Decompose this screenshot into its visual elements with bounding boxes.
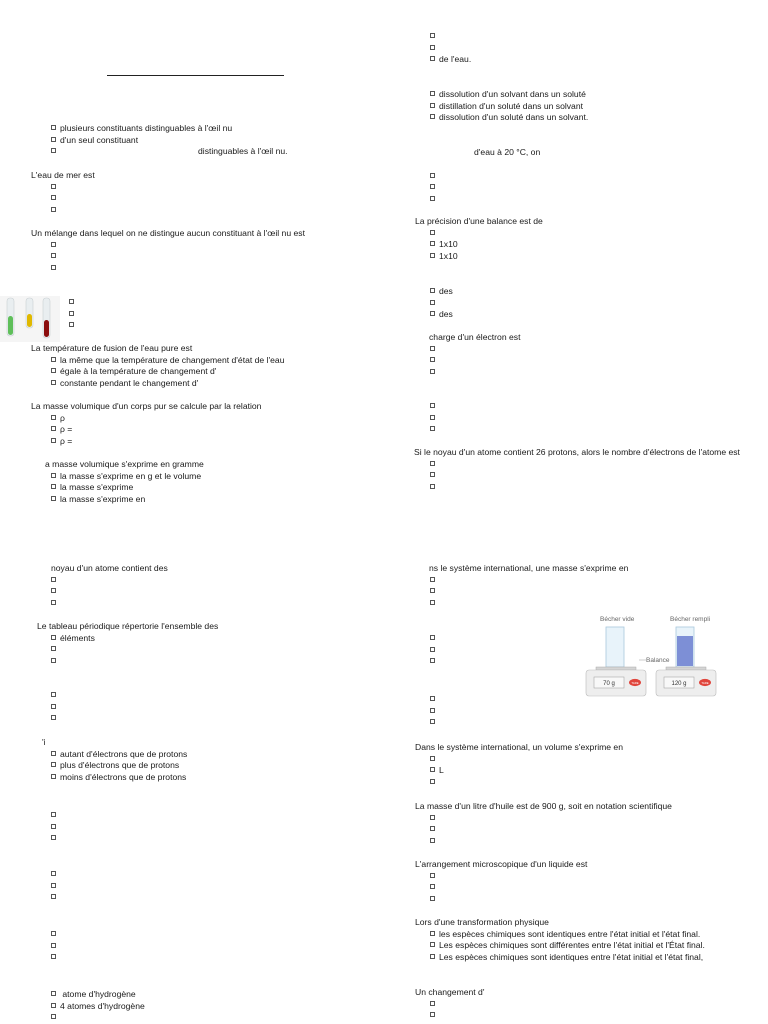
option[interactable] <box>384 171 764 183</box>
option[interactable] <box>384 706 764 718</box>
question-r16 <box>384 987 764 1022</box>
option[interactable] <box>384 598 764 610</box>
empty-beaker <box>606 627 624 667</box>
option[interactable] <box>0 320 380 332</box>
checkbox[interactable] <box>430 767 435 772</box>
checkbox[interactable] <box>51 242 56 247</box>
option[interactable]: les espèces chimiques sont identiques entre l'état initial et l'état final. <box>384 929 764 941</box>
checkbox[interactable] <box>430 942 435 947</box>
checkbox[interactable] <box>51 812 56 817</box>
checkbox[interactable] <box>51 824 56 829</box>
question-text: Si le noyau d'un atome contient 26 protons, alors le nombre d'électrons de l'atome est <box>414 447 740 457</box>
reading-empty: 70 g <box>603 681 615 687</box>
checkbox[interactable] <box>430 230 435 235</box>
checkbox[interactable] <box>69 299 74 304</box>
checkbox[interactable] <box>51 774 56 779</box>
label-empty-beaker: Bécher vide <box>600 616 635 623</box>
option[interactable] <box>0 575 380 587</box>
option[interactable] <box>0 822 380 834</box>
checkbox[interactable] <box>430 241 435 246</box>
option[interactable]: Les espèces chimiques sont identiques entre l'état initial et l'état final, <box>384 952 764 964</box>
question-4 <box>0 297 380 332</box>
option[interactable] <box>0 929 380 941</box>
option[interactable]: 1x10 <box>384 251 764 263</box>
checkbox[interactable] <box>69 322 74 327</box>
question-r3 <box>384 147 764 205</box>
question-r12 <box>384 742 764 788</box>
checkbox[interactable] <box>430 357 435 362</box>
checkbox[interactable] <box>51 954 56 959</box>
option[interactable] <box>384 470 754 482</box>
option[interactable] <box>384 894 764 906</box>
option[interactable] <box>0 586 380 598</box>
option[interactable]: d'un seul constituant <box>0 135 380 147</box>
option[interactable]: dissolution d'un solvant dans un soluté <box>384 89 764 101</box>
question-text: ns le système international, une masse s'exprime en <box>429 563 629 573</box>
question-text: charge d'un électron est <box>429 332 521 342</box>
option[interactable]: égale à la température de changement d' <box>0 366 380 378</box>
checkbox[interactable] <box>430 779 435 784</box>
option[interactable] <box>0 193 380 205</box>
question-r13 <box>384 801 764 847</box>
question-r8 <box>384 447 754 493</box>
question-r6 <box>384 332 764 378</box>
option[interactable] <box>0 251 380 263</box>
question-6 <box>0 401 380 447</box>
question-text: Un mélange dans lequel on ne distingue aucun constituant à l'œil nu est <box>31 228 305 238</box>
question-r7 <box>384 401 764 436</box>
option[interactable]: atome d'hydrogène <box>0 989 380 1001</box>
checkbox[interactable] <box>430 173 435 178</box>
checkbox[interactable] <box>51 762 56 767</box>
question-text: Lors d'une transformation physique <box>415 917 549 927</box>
checkbox[interactable] <box>51 635 56 640</box>
option[interactable] <box>0 240 380 252</box>
option[interactable] <box>0 941 380 953</box>
checkbox[interactable] <box>430 658 435 663</box>
checkbox[interactable] <box>51 137 56 142</box>
option[interactable] <box>0 598 380 610</box>
question-3 <box>0 228 380 274</box>
option[interactable]: la même que la température de changement d'état de l'eau <box>0 355 380 367</box>
checkbox[interactable] <box>430 708 435 713</box>
checkbox[interactable] <box>51 265 56 270</box>
svg-text:TARE: TARE <box>701 681 709 685</box>
checkbox[interactable] <box>51 588 56 593</box>
checkbox[interactable] <box>430 826 435 831</box>
question-text: d'eau à 20 °C, on <box>474 147 541 157</box>
checkbox[interactable] <box>430 461 435 466</box>
option[interactable]: ρ = <box>0 424 380 436</box>
option[interactable]: distillation d'un soluté dans un solvant <box>384 101 764 113</box>
checkbox[interactable] <box>51 368 56 373</box>
option[interactable] <box>384 424 764 436</box>
option[interactable] <box>384 836 764 848</box>
option[interactable] <box>0 263 380 275</box>
question-7 <box>0 459 380 505</box>
option[interactable] <box>384 344 764 356</box>
checkbox[interactable] <box>51 577 56 582</box>
checkbox[interactable] <box>51 253 56 258</box>
option[interactable] <box>384 575 764 587</box>
checkbox[interactable] <box>430 415 435 420</box>
checkbox[interactable] <box>69 311 74 316</box>
option[interactable]: la masse s'exprime en g et le volume <box>0 471 380 483</box>
option[interactable] <box>384 298 764 310</box>
checkbox[interactable] <box>51 484 56 489</box>
beaker-liquid <box>677 636 693 666</box>
reading-full: 120 g <box>671 681 687 687</box>
option[interactable] <box>384 824 764 836</box>
checkbox[interactable] <box>51 835 56 840</box>
option[interactable] <box>384 367 764 379</box>
checkbox[interactable] <box>430 484 435 489</box>
option[interactable] <box>384 228 764 240</box>
option[interactable]: Les espèces chimiques sont différentes entre l'état initial et l'État final. <box>384 940 764 952</box>
option[interactable]: la masse s'exprime en <box>0 494 380 506</box>
checkbox[interactable] <box>430 114 435 119</box>
checkbox[interactable] <box>430 403 435 408</box>
checkbox[interactable] <box>51 148 56 153</box>
option[interactable] <box>384 31 764 43</box>
checkbox[interactable] <box>430 1001 435 1006</box>
option[interactable] <box>384 999 764 1011</box>
checkbox[interactable] <box>430 647 435 652</box>
checkbox[interactable] <box>51 600 56 605</box>
question-r14 <box>384 859 764 905</box>
question-r9 <box>384 563 764 609</box>
checkbox[interactable] <box>430 756 435 761</box>
option[interactable]: 1x10 <box>384 239 764 251</box>
question-text: La masse d'un litre d'huile est de 900 g, soit en notation scientifique <box>415 801 672 811</box>
checkbox[interactable] <box>430 931 435 936</box>
option[interactable]: constante pendant le changement d' <box>0 378 380 390</box>
checkbox[interactable] <box>430 577 435 582</box>
option[interactable] <box>384 482 754 494</box>
checkbox[interactable] <box>51 883 56 888</box>
question-8 <box>0 563 380 609</box>
option[interactable] <box>0 713 380 725</box>
option[interactable] <box>0 690 380 702</box>
option[interactable] <box>0 892 380 904</box>
option[interactable]: autant d'électrons que de protons <box>0 749 380 761</box>
question-text: La masse volumique d'un corps pur se calcule par la relation <box>31 401 262 411</box>
question-5 <box>0 343 380 389</box>
option[interactable]: des <box>384 286 764 298</box>
question-text: La température de fusion de l'eau pure est <box>31 343 193 353</box>
option[interactable]: 4 atomes d'hydrogène <box>0 1001 380 1013</box>
checkbox[interactable] <box>430 346 435 351</box>
right-column <box>384 0 768 1024</box>
checkbox[interactable] <box>51 943 56 948</box>
label-balance: Balance <box>646 657 670 664</box>
checkbox[interactable] <box>430 1012 435 1017</box>
svg-text:TARE: TARE <box>631 681 639 685</box>
label-full-beaker: Bécher rempli <box>670 616 711 623</box>
option[interactable]: la masse s'exprime <box>0 482 380 494</box>
question-r5 <box>384 286 764 321</box>
option[interactable] <box>384 43 764 55</box>
checkbox[interactable] <box>51 931 56 936</box>
checkbox[interactable] <box>430 56 435 61</box>
option[interactable]: moins d'électrons que de protons <box>0 772 380 784</box>
checkbox[interactable] <box>430 288 435 293</box>
checkbox[interactable] <box>430 896 435 901</box>
question-11 <box>0 737 380 783</box>
checkbox[interactable] <box>51 658 56 663</box>
option[interactable] <box>384 413 764 425</box>
option[interactable]: de l'eau. <box>384 54 764 66</box>
option[interactable]: ρ <box>0 413 380 425</box>
checkbox[interactable] <box>430 954 435 959</box>
question-r4 <box>384 216 764 262</box>
checkbox[interactable] <box>430 196 435 201</box>
checkbox[interactable] <box>430 33 435 38</box>
question-text: La précision d'une balance est de <box>415 216 543 226</box>
option[interactable] <box>384 717 764 729</box>
checkbox[interactable] <box>430 311 435 316</box>
question-text: Le tableau périodique répertorie l'ensemble des <box>37 621 219 631</box>
checkbox[interactable] <box>430 815 435 820</box>
option[interactable] <box>0 656 380 668</box>
option[interactable] <box>0 644 380 656</box>
question-13 <box>0 869 380 904</box>
checkbox[interactable] <box>51 380 56 385</box>
option[interactable] <box>0 952 380 964</box>
checkbox[interactable] <box>51 125 56 130</box>
option[interactable] <box>0 182 380 194</box>
checkbox[interactable] <box>430 696 435 701</box>
question-text: Dans le système international, un volume s'exprime en <box>415 742 623 752</box>
question-text: noyau d'un atome contient des <box>51 563 168 573</box>
question-text: L'eau de mer est <box>31 170 95 180</box>
option[interactable]: ρ = <box>0 436 380 448</box>
checkbox[interactable] <box>430 884 435 889</box>
question-15 <box>0 989 380 1024</box>
checkbox[interactable] <box>51 1014 56 1019</box>
option[interactable] <box>384 586 764 598</box>
checkbox[interactable] <box>51 496 56 501</box>
checkbox[interactable] <box>430 369 435 374</box>
checkbox[interactable] <box>51 646 56 651</box>
checkbox[interactable] <box>51 207 56 212</box>
checkbox[interactable] <box>51 751 56 756</box>
question-r1 <box>384 31 764 66</box>
question-text: L'arrangement microscopique d'un liquide est <box>415 859 588 869</box>
checkbox[interactable] <box>430 588 435 593</box>
checkbox[interactable] <box>51 894 56 899</box>
option[interactable]: plusieurs constituants distinguables à l'œil nu <box>0 123 380 135</box>
checkbox[interactable] <box>51 692 56 697</box>
option[interactable] <box>384 871 764 883</box>
option[interactable] <box>0 881 380 893</box>
option[interactable]: dissolution d'un soluté dans un solvant. <box>384 112 764 124</box>
question-text: a masse volumique s'exprime en gramme <box>45 459 204 469</box>
option[interactable] <box>384 459 754 471</box>
option[interactable] <box>0 297 380 309</box>
checkbox[interactable] <box>430 472 435 477</box>
checkbox[interactable] <box>430 719 435 724</box>
checkbox[interactable] <box>51 195 56 200</box>
checkbox[interactable] <box>430 873 435 878</box>
question-9 <box>0 621 380 667</box>
option[interactable] <box>0 810 380 822</box>
question-12 <box>0 810 380 845</box>
option[interactable] <box>0 702 380 714</box>
checkbox[interactable] <box>51 704 56 709</box>
checkbox[interactable] <box>51 357 56 362</box>
question-2 <box>0 170 380 216</box>
checkbox[interactable] <box>51 184 56 189</box>
checkbox[interactable] <box>430 184 435 189</box>
option[interactable] <box>0 205 380 217</box>
option[interactable] <box>0 869 380 881</box>
checkbox[interactable] <box>430 103 435 108</box>
checkbox[interactable] <box>51 1003 56 1008</box>
checkbox[interactable] <box>51 871 56 876</box>
checkbox[interactable] <box>51 415 56 420</box>
option[interactable] <box>0 309 380 321</box>
question-text: Un changement d' <box>415 987 485 997</box>
balance-beakers-image <box>584 610 734 702</box>
checkbox[interactable] <box>430 300 435 305</box>
question-r15 <box>384 917 764 963</box>
option[interactable] <box>0 1012 380 1024</box>
question-14 <box>0 929 380 964</box>
checkbox[interactable] <box>430 253 435 258</box>
question-r2 <box>384 89 764 124</box>
checkbox[interactable] <box>51 473 56 478</box>
option[interactable]: L <box>384 765 764 777</box>
checkbox[interactable] <box>430 635 435 640</box>
option[interactable] <box>384 355 764 367</box>
checkbox[interactable] <box>430 838 435 843</box>
option[interactable] <box>384 777 764 789</box>
option[interactable] <box>384 754 764 766</box>
checkbox[interactable] <box>51 438 56 443</box>
checkbox[interactable] <box>430 600 435 605</box>
question-text: 'i <box>42 737 46 747</box>
checkbox[interactable] <box>51 715 56 720</box>
option[interactable] <box>384 1010 764 1022</box>
option[interactable]: éléments <box>0 633 380 645</box>
checkbox[interactable] <box>51 426 56 431</box>
question-1 <box>0 123 380 158</box>
option[interactable] <box>384 401 764 413</box>
option[interactable]: distinguables à l'œil nu. <box>0 146 380 158</box>
option[interactable] <box>0 833 380 845</box>
checkbox[interactable] <box>430 91 435 96</box>
option[interactable]: plus d'électrons que de protons <box>0 760 380 772</box>
option[interactable] <box>384 182 764 194</box>
option[interactable] <box>384 882 764 894</box>
question-10 <box>0 690 380 725</box>
checkbox[interactable] <box>51 991 56 996</box>
option[interactable] <box>384 194 764 206</box>
option[interactable] <box>384 813 764 825</box>
checkbox[interactable] <box>430 426 435 431</box>
checkbox[interactable] <box>430 45 435 50</box>
option[interactable]: des <box>384 309 764 321</box>
